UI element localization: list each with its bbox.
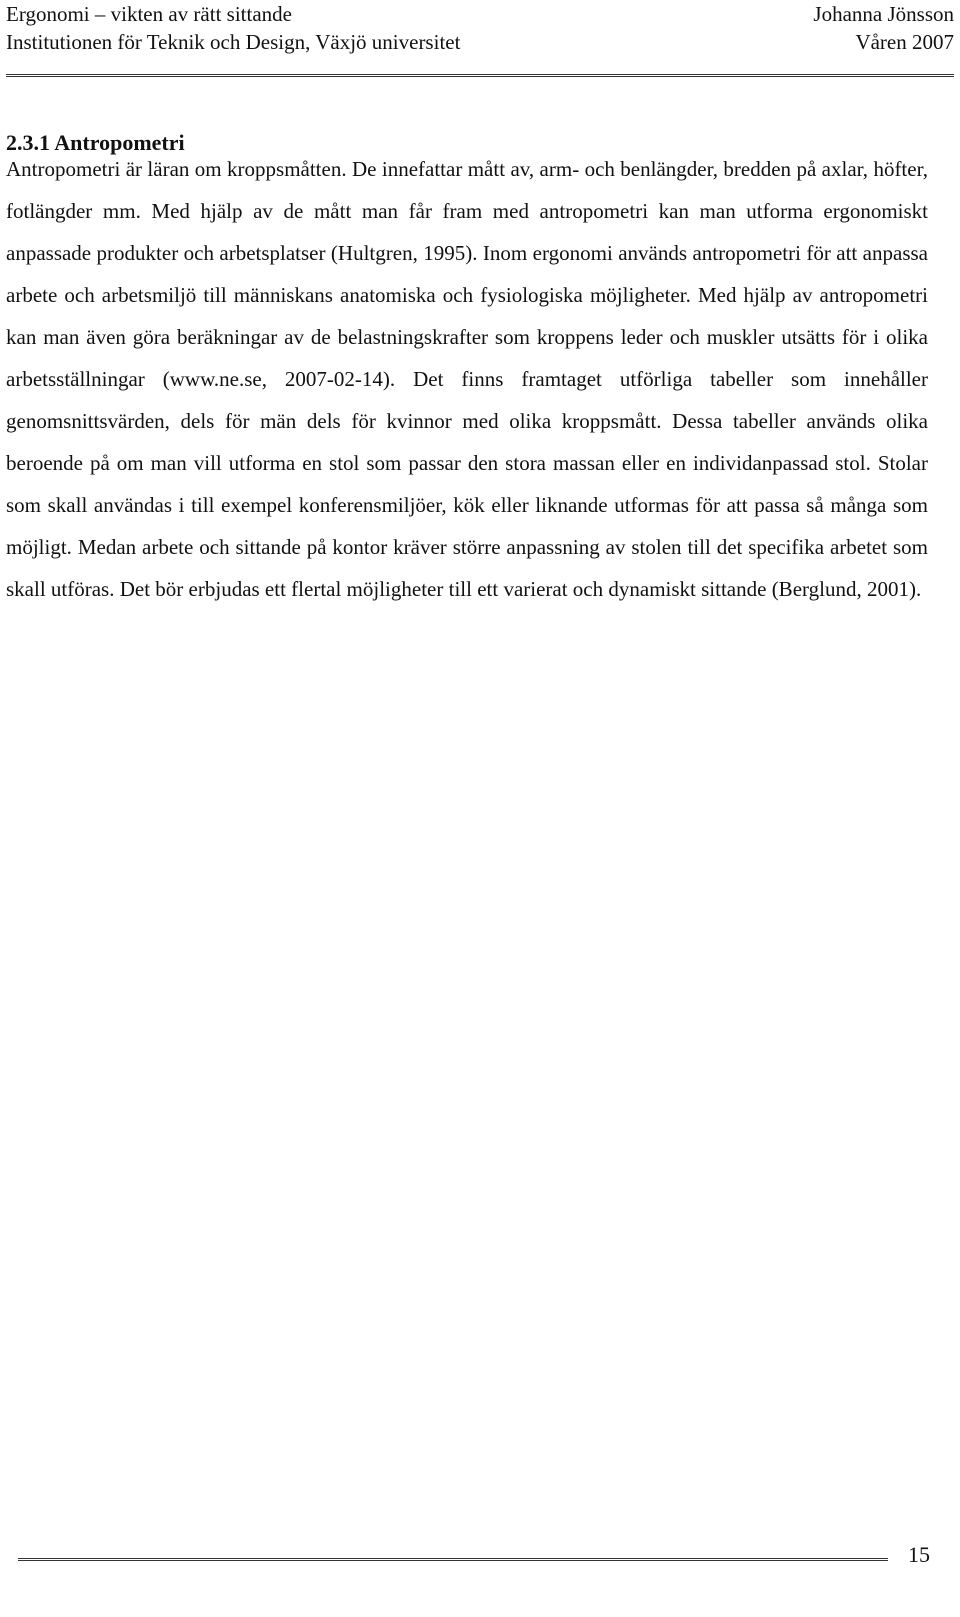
- header-divider: [6, 74, 954, 77]
- section-heading: 2.3.1 Antropometri: [6, 130, 185, 156]
- author-name: Johanna Jönsson: [813, 2, 954, 26]
- institution-name: Institutionen för Teknik och Design, Växjö universitet: [6, 30, 461, 54]
- page-number: 15: [908, 1542, 930, 1567]
- page-header: [6, 0, 954, 80]
- header-row-2: [6, 28, 954, 56]
- term-label: Våren 2007: [855, 30, 954, 54]
- document-title: Ergonomi – vikten av rätt sittande: [6, 2, 292, 26]
- footer-divider: [18, 1558, 888, 1561]
- body-paragraph: Antropometri är läran om kroppsmåtten. De innefattar mått av, arm- och benlängder, bredden på axlar, höfter, fotlängder mm. Med hjälp av de mått man får fram med antropometri kan man utforma ergonomiskt anpassade produkter och arbetsplatser (Hultgren, 1995). Inom ergonomi används antropometri för att anpassa arbete och arbetsmiljö till människans anatomiska och fysiologiska möjligheter. Med hjälp av antropometri kan man även göra beräkningar av de belastningskrafter som kroppens leder och muskler utsätts för i olika arbetsställningar (www.ne.se, 2007-02-14). Det finns framtaget utförliga tabeller som innehåller genomsnittsvärden, dels för män dels för kvinnor med olika kroppsmått. Dessa tabeller används olika beroende på om man vill utforma en stol som passar den stora massan eller en individanpassad stol. Stolar som skall användas i till exempel konferensmiljöer, kök eller liknande utformas för att passa så många som möjligt. Medan arbete och sittande på kontor kräver större anpassning av stolen till det specifika arbetet som skall utföras. Det bör erbjudas ett flertal möjligheter till ett varierat och dynamiskt sittande (Berglund, 2001).: [6, 157, 928, 601]
- header-row-1: [6, 0, 954, 28]
